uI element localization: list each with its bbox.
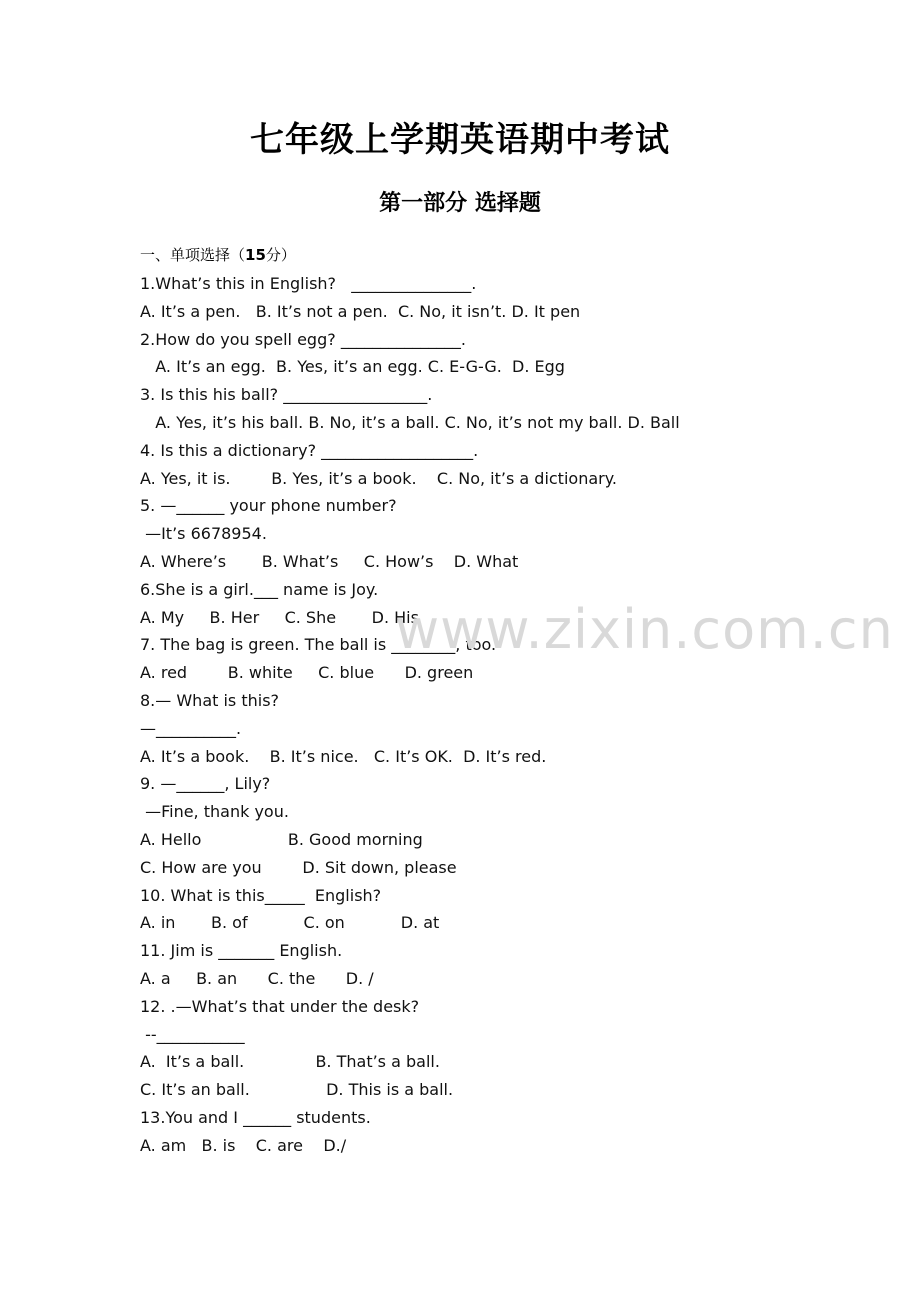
- question-line: 8.— What is this?: [140, 690, 280, 710]
- section-points: 15: [245, 246, 266, 264]
- question-line: —Fine, thank you.: [140, 802, 289, 822]
- question-line: A. It’s an egg. B. Yes, it’s an egg. C. E-G-G. D. Egg: [140, 357, 565, 377]
- question-line: 9. —______, Lily?: [140, 774, 271, 794]
- question-line: 12. .—What’s that under the desk?: [140, 996, 420, 1016]
- question-line: 4. Is this a dictionary? ___________________.: [140, 440, 479, 460]
- section-heading: [140, 244, 296, 265]
- question-line: A. am B. is C. are D./: [140, 1135, 347, 1155]
- question-line: A. It’s a pen. B. It’s not a pen. C. No, it isn’t. D. It pen: [140, 301, 581, 321]
- question-line: 11. Jim is _______ English.: [140, 941, 343, 961]
- section-label: 一、单项选择（: [140, 246, 246, 264]
- question-line: C. It’s an ball. D. This is a ball.: [140, 1080, 454, 1100]
- question-line: 5. —______ your phone number?: [140, 496, 397, 516]
- question-line: A. Hello B. Good morning: [140, 829, 423, 849]
- question-line: A. Yes, it is. B. Yes, it’s a book. C. No, it’s a dictionary.: [140, 468, 617, 488]
- page-title: 七年级上学期英语期中考试: [250, 120, 670, 160]
- part-heading: 第一部分 选择题: [379, 190, 541, 216]
- question-line: A. a B. an C. the D. /: [140, 968, 374, 988]
- watermark: www.zixin.com.cn: [395, 598, 894, 661]
- question-line: 3. Is this his ball? __________________.: [140, 385, 433, 405]
- question-line: A. Where’s B. What’s C. How’s D. What: [140, 551, 519, 571]
- question-line: —It’s 6678954.: [140, 524, 267, 544]
- section-unit: 分）: [265, 246, 296, 264]
- question-line: A. My B. Her C. She D. His: [140, 607, 419, 627]
- question-line: A. It’s a ball. B. That’s a ball.: [140, 1052, 440, 1072]
- question-line: C. How are you D. Sit down, please: [140, 857, 457, 877]
- question-line: --___________: [140, 1024, 245, 1044]
- question-line: —__________.: [140, 718, 242, 738]
- question-line: 7. The bag is green. The ball is ________, too.: [140, 635, 497, 655]
- question-line: A. Yes, it’s his ball. B. No, it’s a ball. C. No, it’s not my ball. D. Ball: [140, 412, 680, 432]
- question-line: 1.What’s this in English? _______________.: [140, 274, 477, 293]
- question-line: 6.She is a girl.___ name is Joy.: [140, 579, 379, 599]
- question-line: 13.You and I ______ students.: [140, 1107, 371, 1127]
- question-list: [140, 270, 860, 1160]
- question-line: A. It’s a book. B. It’s nice. C. It’s OK. D. It’s red.: [140, 746, 547, 766]
- question-line: A. in B. of C. on D. at: [140, 913, 440, 933]
- question-line: 10. What is this_____ English?: [140, 885, 382, 905]
- question-line: 2.How do you spell egg? _______________.: [140, 329, 466, 349]
- question-line: A. red B. white C. blue D. green: [140, 663, 474, 683]
